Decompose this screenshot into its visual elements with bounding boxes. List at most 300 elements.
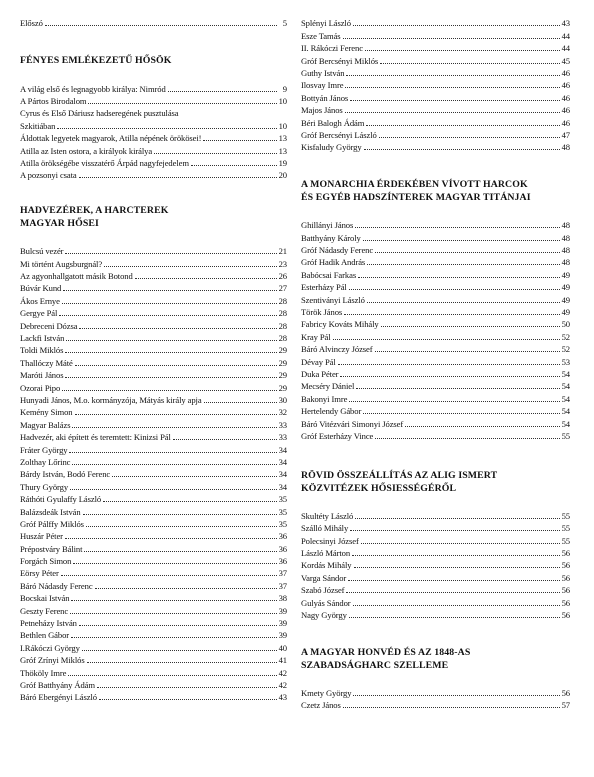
toc-entry-page: 20 xyxy=(278,170,287,181)
toc-entry-title: Thököly Imre xyxy=(20,667,67,678)
toc-entry[interactable] xyxy=(301,392,570,404)
dot-leader xyxy=(135,278,277,279)
toc-entry-title: A pozsonyi csata xyxy=(20,170,77,181)
dot-leader xyxy=(358,277,560,278)
dot-leader xyxy=(346,75,560,76)
dot-leader xyxy=(104,266,277,267)
toc-entry-page: 42 xyxy=(278,667,287,678)
section-gap xyxy=(20,231,287,245)
toc-entry-title: Polecsinyi József xyxy=(301,535,359,546)
section-heading-line: ÉS EGYÉB HADSZÍNTEREK MAGYAR TITÁNJAI xyxy=(301,192,531,204)
toc-entry-title: Skultéty László xyxy=(301,510,354,521)
toc-entry-title: Kray Pál xyxy=(301,331,331,342)
dot-leader xyxy=(83,514,277,515)
toc-entry-page: 54 xyxy=(561,418,570,429)
dot-leader xyxy=(352,555,560,556)
toc-entry[interactable] xyxy=(301,430,570,442)
toc-entry-page: 34 xyxy=(278,469,287,480)
dot-leader xyxy=(345,87,560,88)
dot-leader xyxy=(333,339,560,340)
toc-entry-page: 55 xyxy=(561,510,570,521)
toc-entry[interactable] xyxy=(20,641,287,653)
toc-entry-title: Bakonyi Imre xyxy=(301,393,348,404)
toc-entry-page: 28 xyxy=(278,295,287,306)
toc-entry[interactable] xyxy=(20,157,287,169)
toc-entry[interactable] xyxy=(20,592,287,604)
dot-leader xyxy=(363,413,560,414)
toc-entry[interactable] xyxy=(20,468,287,480)
toc-entry[interactable] xyxy=(20,132,287,144)
toc-entry-title: Nagy György xyxy=(301,610,347,621)
toc-entry-title: Szabó József xyxy=(301,585,345,596)
toc-entry-page: 26 xyxy=(278,271,287,282)
toc-entry-page: 40 xyxy=(278,642,287,653)
toc-entry-page: 56 xyxy=(561,572,570,583)
toc-entry-page: 56 xyxy=(561,560,570,571)
dot-leader xyxy=(154,153,277,154)
toc-entry-page: 39 xyxy=(278,618,287,629)
toc-entry-page: 38 xyxy=(278,593,287,604)
toc-entry-page: 44 xyxy=(561,43,570,54)
toc-entry-page: 41 xyxy=(278,655,287,666)
toc-entry-title: Gróf Hadik András xyxy=(301,257,366,268)
dot-leader xyxy=(168,91,277,92)
dot-leader xyxy=(95,588,277,589)
toc-entry-page: 48 xyxy=(561,220,570,231)
toc-entry[interactable] xyxy=(301,54,570,66)
dot-leader xyxy=(367,302,560,303)
dot-leader xyxy=(363,240,560,241)
toc-entry-title: Gróf Bercsényi Miklós xyxy=(301,55,379,66)
dot-leader xyxy=(62,303,277,304)
toc-entry[interactable] xyxy=(20,369,287,381)
toc-entry-title: Gulyás Sándor xyxy=(301,597,351,608)
toc-entry-title: Ráthóti Gyulaffy László xyxy=(20,494,102,505)
toc-entry-page: 36 xyxy=(278,531,287,542)
toc-entry[interactable] xyxy=(301,330,570,342)
dot-leader xyxy=(57,128,277,129)
toc-entry[interactable] xyxy=(301,17,570,29)
toc-entry-title: Báró Alvinczy József xyxy=(301,344,373,355)
toc-entry[interactable] xyxy=(301,91,570,103)
toc-entry[interactable] xyxy=(20,294,287,306)
toc-entry-page: 53 xyxy=(561,356,570,367)
toc-entry-title: Splényi László xyxy=(301,18,351,29)
toc-entry-page: 44 xyxy=(561,30,570,41)
toc-entry-title: László Márton xyxy=(301,548,351,559)
section-gap xyxy=(301,673,570,687)
toc-entry-title: Batthyány Károly xyxy=(301,232,361,243)
dot-leader xyxy=(59,315,277,316)
toc-entry-page: 34 xyxy=(278,456,287,467)
toc-entry[interactable] xyxy=(20,456,287,468)
toc-entry-title: Bárdy István, Bodó Ferenc xyxy=(20,469,111,480)
toc-entry-page: 56 xyxy=(561,597,570,608)
toc-entry-title: Béri Balogh Ádám xyxy=(301,117,365,128)
toc-entry[interactable] xyxy=(20,518,287,530)
toc-entry[interactable] xyxy=(20,629,287,641)
toc-entry[interactable] xyxy=(20,307,287,319)
toc-entry-title: Esze Tamás xyxy=(301,30,341,41)
toc-entry[interactable] xyxy=(301,368,570,380)
toc-entry-title: Debreceni Dózsa xyxy=(20,320,78,331)
toc-entry-page: 49 xyxy=(561,294,570,305)
toc-entry-title: Atilla az Isten ostora, a királyok királya xyxy=(20,145,153,156)
toc-entry[interactable] xyxy=(301,547,570,559)
dot-leader xyxy=(380,63,560,64)
section-heading-line: A MAGYAR HONVÉD ÉS AZ 1848-AS xyxy=(301,647,471,659)
toc-entry[interactable] xyxy=(20,666,287,678)
toc-entry[interactable] xyxy=(301,67,570,79)
toc-entry[interactable] xyxy=(20,431,287,443)
dot-leader xyxy=(204,402,277,403)
toc-entry[interactable] xyxy=(20,654,287,666)
toc-entry-page: 33 xyxy=(278,432,287,443)
toc-entry-title: Ilosvay Imre xyxy=(301,80,344,91)
toc-entry-page: 56 xyxy=(561,688,570,699)
dot-leader xyxy=(88,103,277,104)
toc-entry-page: 54 xyxy=(561,406,570,417)
toc-entry[interactable] xyxy=(301,141,570,153)
toc-entry[interactable] xyxy=(20,282,287,294)
dot-leader xyxy=(61,575,277,576)
toc-entry[interactable] xyxy=(301,510,570,522)
toc-entry-title: Fráter György xyxy=(20,444,68,455)
toc-entry[interactable] xyxy=(20,604,287,616)
toc-entry[interactable] xyxy=(20,95,287,107)
toc-entry[interactable] xyxy=(301,687,570,699)
toc-entry-title: Török János xyxy=(301,307,343,318)
toc-entry[interactable] xyxy=(20,169,287,181)
dot-leader xyxy=(379,137,560,138)
dot-leader xyxy=(366,125,560,126)
toc-entry-title: Magyar Balázs xyxy=(20,419,71,430)
toc-entry-title: Gróf Esterházy Vince xyxy=(301,430,374,441)
toc-entry-title: Guthy István xyxy=(301,67,345,78)
toc-entry-title: Varga Sándor xyxy=(301,572,347,583)
toc-left-column xyxy=(20,17,287,703)
toc-entry[interactable] xyxy=(20,332,287,344)
toc-entry[interactable] xyxy=(301,116,570,128)
toc-entry[interactable] xyxy=(20,270,287,282)
toc-entry-page: 28 xyxy=(278,320,287,331)
toc-entry-page: 33 xyxy=(278,419,287,430)
dot-leader xyxy=(71,600,277,601)
dot-leader xyxy=(345,112,560,113)
toc-entry[interactable] xyxy=(20,17,287,29)
toc-entry-title: Báró Vitézvári Simonyi József xyxy=(301,418,404,429)
toc-entry-title: Hertelendy Gábor xyxy=(301,406,362,417)
toc-entry-title: Huszár Péter xyxy=(20,531,63,542)
toc-entry[interactable] xyxy=(301,571,570,583)
section-heading xyxy=(20,205,287,231)
toc-entry-page: 50 xyxy=(561,319,570,330)
section-heading-line: RÖVID ÖSSZEÁLLÍTÁS AZ ALIG ISMERT xyxy=(301,469,498,481)
toc-entry-page: 29 xyxy=(278,370,287,381)
toc-entry-page: 48 xyxy=(561,142,570,153)
toc-entry-title: Bulcsú vezér xyxy=(20,246,64,257)
dot-leader xyxy=(65,538,277,539)
section-heading-line: SZABADSÁGHARC SZELLEME xyxy=(301,659,449,671)
toc-entry-title: Thallóczy Máté xyxy=(20,357,73,368)
dot-leader xyxy=(112,476,277,477)
toc-entry-title: I.Rákóczi György xyxy=(20,642,80,653)
toc-entry[interactable] xyxy=(301,534,570,546)
toc-entry-title: Báró Nádasdy Ferenc xyxy=(20,580,93,591)
toc-entry-page: 29 xyxy=(278,382,287,393)
dot-leader xyxy=(375,351,560,352)
toc-entry[interactable] xyxy=(301,380,570,392)
toc-entry-title: Zolthay Lőrinc xyxy=(20,456,71,467)
section-gap xyxy=(20,181,287,205)
toc-entry-page: 13 xyxy=(278,145,287,156)
toc-entry-page: 36 xyxy=(278,543,287,554)
toc-entry-page: 9 xyxy=(282,83,287,94)
dot-leader xyxy=(72,427,277,428)
toc-entry-title: Gróf Bercsényi László xyxy=(301,129,377,140)
toc-entry[interactable] xyxy=(301,293,570,305)
toc-entry[interactable] xyxy=(20,579,287,591)
toc-entry-page: 49 xyxy=(561,269,570,280)
toc-entry-title: Eörsy Péter xyxy=(20,568,59,579)
toc-entry-page: 29 xyxy=(278,357,287,368)
toc-entry-title: Thury György xyxy=(20,481,69,492)
dot-leader xyxy=(65,377,277,378)
dot-leader xyxy=(45,25,277,26)
dot-leader xyxy=(97,687,277,688)
toc-entry[interactable] xyxy=(20,567,287,579)
dot-leader xyxy=(344,314,560,315)
toc-entry[interactable] xyxy=(301,522,570,534)
section-heading xyxy=(301,647,570,673)
toc-entry[interactable] xyxy=(301,596,570,608)
toc-entry-title: Babócsai Farkas xyxy=(301,269,357,280)
toc-entry-title: Mi történt Augsburgnál? xyxy=(20,258,103,269)
dot-leader xyxy=(361,543,560,544)
toc-entry-page: 47 xyxy=(561,129,570,140)
toc-entry-page: 46 xyxy=(561,117,570,128)
toc-entry[interactable] xyxy=(20,480,287,492)
toc-entry-page: 49 xyxy=(561,282,570,293)
dot-leader xyxy=(68,675,277,676)
toc-entry[interactable] xyxy=(20,82,287,94)
toc-entry[interactable] xyxy=(20,381,287,393)
toc-entry-page: 35 xyxy=(278,494,287,505)
toc-entry[interactable] xyxy=(20,245,287,257)
toc-entry-page: 48 xyxy=(561,245,570,256)
section-heading-line: MAGYAR HŐSEI xyxy=(20,218,99,230)
dot-leader xyxy=(75,365,277,366)
toc-entry-title: Gesztу Ferenc xyxy=(20,605,69,616)
toc-entry[interactable] xyxy=(301,129,570,141)
dot-leader xyxy=(350,100,560,101)
toc-entry[interactable] xyxy=(20,319,287,331)
toc-entry[interactable] xyxy=(301,559,570,571)
toc-entry[interactable] xyxy=(301,268,570,280)
dot-leader xyxy=(65,352,277,353)
dot-leader xyxy=(70,489,277,490)
dot-leader xyxy=(343,707,560,708)
dot-leader xyxy=(340,376,560,377)
toc-entry[interactable] xyxy=(301,281,570,293)
toc-entry-page: 52 xyxy=(561,344,570,355)
toc-entry[interactable] xyxy=(301,79,570,91)
toc-entry-page: 46 xyxy=(561,80,570,91)
dot-leader xyxy=(375,438,560,439)
toc-entry[interactable] xyxy=(301,104,570,116)
toc-entry-title: Lackfi István xyxy=(20,333,65,344)
toc-entry-title: Duka Péter xyxy=(301,368,339,379)
toc-entry-page: 43 xyxy=(278,692,287,703)
toc-entry-title: Dévay Pál xyxy=(301,356,336,367)
toc-entry[interactable] xyxy=(20,418,287,430)
toc-entry[interactable] xyxy=(301,405,570,417)
toc-entry-page: 13 xyxy=(278,133,287,144)
toc-entry-page: 55 xyxy=(561,523,570,534)
toc-entry[interactable] xyxy=(20,505,287,517)
toc-entry-page: 5 xyxy=(282,18,287,29)
toc-entry[interactable] xyxy=(20,257,287,269)
toc-entry-page: 37 xyxy=(278,580,287,591)
dot-leader xyxy=(79,625,277,626)
toc-entry-page: 54 xyxy=(561,393,570,404)
dot-leader xyxy=(349,401,560,402)
dot-leader xyxy=(356,388,560,389)
dot-leader xyxy=(367,264,560,265)
toc-entry[interactable] xyxy=(20,356,287,368)
section-gap xyxy=(20,68,287,82)
toc-entry[interactable] xyxy=(20,344,287,356)
toc-entry[interactable] xyxy=(20,555,287,567)
toc-entry[interactable] xyxy=(301,231,570,243)
toc-entry-page: 43 xyxy=(561,18,570,29)
toc-entry[interactable] xyxy=(301,609,570,621)
toc-entry-title: Kisfaludy György xyxy=(301,142,362,153)
toc-entry-title: Bethlen Gábor xyxy=(20,630,70,641)
toc-entry-title: Szálló Mihály xyxy=(301,523,349,534)
section-heading-line: KÖZVITÉZEK HŐSIESSÉGÉRŐL xyxy=(301,482,457,494)
toc-entry[interactable] xyxy=(20,542,287,554)
dot-leader xyxy=(103,501,277,502)
toc-entry-title: Hunyadi János, M.o. kormányzója, Mátyás király apja xyxy=(20,394,202,405)
dot-leader xyxy=(62,390,277,391)
toc-entry[interactable] xyxy=(20,493,287,505)
dot-leader xyxy=(348,580,560,581)
toc-entry-page: 55 xyxy=(561,535,570,546)
toc-entry[interactable] xyxy=(20,443,287,455)
toc-entry[interactable] xyxy=(301,29,570,41)
toc-entry-page: 46 xyxy=(561,105,570,116)
toc-entry-title: Búvár Kund xyxy=(20,283,62,294)
toc-entry[interactable] xyxy=(20,691,287,703)
toc-entry-title: Prépostváry Bálint xyxy=(20,543,83,554)
toc-entry-title: Czetz János xyxy=(301,700,341,711)
dot-leader xyxy=(173,439,277,440)
toc-entry[interactable] xyxy=(301,306,570,318)
toc-entry[interactable] xyxy=(20,119,287,131)
toc-entry-page: 56 xyxy=(561,548,570,559)
dot-leader xyxy=(349,617,560,618)
toc-entry[interactable] xyxy=(20,406,287,418)
section-heading-line: FÉNYES EMLÉKEZETŰ HŐSÖK xyxy=(20,55,172,67)
dot-leader xyxy=(349,289,560,290)
toc-entry[interactable] xyxy=(301,256,570,268)
toc-entry[interactable] xyxy=(20,617,287,629)
toc-entry[interactable] xyxy=(301,244,570,256)
toc-entry-title: Kmety György xyxy=(301,688,352,699)
dot-leader xyxy=(65,253,277,254)
toc-entry-page: 48 xyxy=(561,257,570,268)
toc-entry-page: 10 xyxy=(278,120,287,131)
toc-entry[interactable] xyxy=(20,107,287,119)
toc-entry-title: Ozorai Pipo xyxy=(20,382,61,393)
toc-entry[interactable] xyxy=(20,530,287,542)
toc-entry-page: 48 xyxy=(561,232,570,243)
toc-entry-title: A világ első és legnagyobb királya: Nimród xyxy=(20,83,166,94)
toc-entry-title: Cyrus és Első Dáriusz hadseregének pusztulása xyxy=(20,108,179,119)
toc-entry-title: Báró Ebergényi László xyxy=(20,692,97,703)
toc-entry[interactable] xyxy=(301,219,570,231)
toc-entry[interactable] xyxy=(301,584,570,596)
toc-entry-title: Gróf Zrínyi Miklós xyxy=(20,655,85,666)
dot-leader xyxy=(87,662,277,663)
toc-entry-page: 54 xyxy=(561,381,570,392)
toc-entry-page: 28 xyxy=(278,308,287,319)
dot-leader xyxy=(99,699,277,700)
dot-leader xyxy=(203,140,277,141)
toc-entry[interactable] xyxy=(301,343,570,355)
dot-leader xyxy=(69,452,277,453)
dot-leader xyxy=(71,637,277,638)
dot-leader xyxy=(82,650,277,651)
toc-entry[interactable] xyxy=(301,417,570,429)
section-heading xyxy=(301,470,570,496)
toc-entry[interactable] xyxy=(301,699,570,711)
toc-entry-page: 56 xyxy=(561,610,570,621)
toc-entry-title: Ákos Ernye xyxy=(20,295,60,306)
toc-entry[interactable] xyxy=(301,318,570,330)
toc-right-column xyxy=(301,17,570,711)
toc-entry-page: 10 xyxy=(278,95,287,106)
toc-entry-title: Toldi Miklós xyxy=(20,345,64,356)
toc-entry-page: 49 xyxy=(561,307,570,318)
toc-entry[interactable] xyxy=(301,42,570,54)
dot-leader xyxy=(350,530,560,531)
toc-entry-title: II. Rákóczi Ferenc xyxy=(301,43,363,54)
toc-entry[interactable] xyxy=(301,355,570,367)
toc-entry-title: Előszó xyxy=(20,18,43,29)
toc-entry-page: 52 xyxy=(561,331,570,342)
toc-entry-title: Gergye Pál xyxy=(20,308,58,319)
dot-leader xyxy=(72,464,277,465)
toc-entry-title: Szentiványi László xyxy=(301,294,365,305)
toc-entry-page: 45 xyxy=(561,55,570,66)
dot-leader xyxy=(353,695,560,696)
toc-entry-page: 54 xyxy=(561,368,570,379)
toc-entry-page: 42 xyxy=(278,679,287,690)
toc-entry-title: Fabricy Kováts Mihály xyxy=(301,319,379,330)
toc-entry-title: Majos János xyxy=(301,105,343,116)
toc-entry-page: 21 xyxy=(278,246,287,257)
dot-leader xyxy=(353,25,560,26)
toc-entry-title: Petneházy István xyxy=(20,618,77,629)
section-heading-line: HADVEZÉREK, A HARCTEREK xyxy=(20,205,169,217)
toc-entry[interactable] xyxy=(20,394,287,406)
section-gap xyxy=(301,442,570,470)
toc-entry[interactable] xyxy=(20,144,287,156)
dot-leader xyxy=(355,518,560,519)
toc-entry[interactable] xyxy=(20,679,287,691)
